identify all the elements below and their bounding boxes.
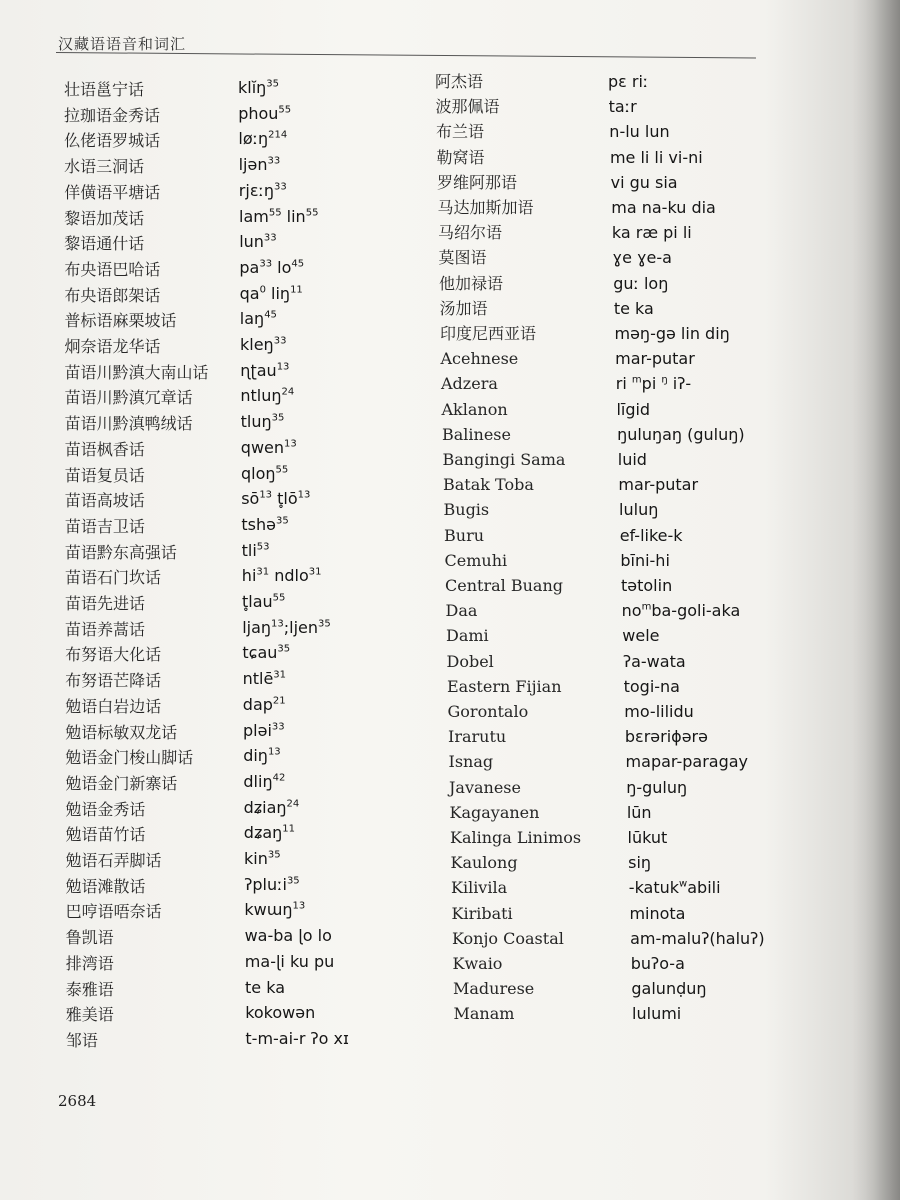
word-form xyxy=(242,618,331,638)
header-rule xyxy=(56,52,756,58)
word-form xyxy=(625,727,708,747)
language-name: Kwaio xyxy=(452,954,503,973)
form-text: vi gu sia xyxy=(610,172,678,192)
tone-superscript: 35 xyxy=(275,515,289,527)
word-form xyxy=(242,541,270,561)
form-text: ma-ɭi ku pu xyxy=(244,951,335,971)
language-name: 勒窝语 xyxy=(436,147,485,167)
tone-superscript: 33 xyxy=(273,335,287,347)
language-name: 苗语高坡话 xyxy=(64,491,145,511)
word-form xyxy=(238,129,287,149)
language-name: Madurese xyxy=(453,979,535,999)
form-text: dʑiaŋ xyxy=(243,797,287,817)
language-name: Gorontalo xyxy=(447,702,529,721)
form-text: luluŋ xyxy=(619,500,659,520)
tone-superscript: 33 xyxy=(267,155,281,167)
form-text: me li li vi-ni xyxy=(609,147,703,167)
language-name: Acehnese xyxy=(440,349,519,369)
word-form xyxy=(239,258,304,278)
form-text: ljaŋ xyxy=(242,617,272,637)
word-form xyxy=(245,978,285,998)
form-text: ɳʈau xyxy=(240,360,277,380)
form-text: togi-na xyxy=(623,676,680,696)
language-name: 汤加语 xyxy=(439,298,488,318)
word-form xyxy=(241,464,288,484)
tone-superscript: 55 xyxy=(268,207,282,219)
language-name: 苗语石门坎话 xyxy=(64,568,161,588)
form-text: kin xyxy=(244,849,268,868)
tone-superscript: 55 xyxy=(305,207,319,219)
word-form xyxy=(239,155,281,175)
language-name: 马达加斯加语 xyxy=(437,198,534,217)
tone-superscript: 31 xyxy=(308,566,322,578)
language-name: Batak Toba xyxy=(443,475,534,495)
word-form xyxy=(622,601,741,621)
word-form xyxy=(632,1004,681,1024)
word-form xyxy=(623,652,686,672)
word-form xyxy=(617,425,745,445)
form-text: ef-like-k xyxy=(619,525,683,545)
word-form xyxy=(244,849,281,869)
form-text: kleŋ xyxy=(240,335,274,354)
word-form xyxy=(244,823,295,843)
running-header: 汉藏语语音和词汇 xyxy=(58,35,187,53)
language-name: Isnag xyxy=(448,752,494,772)
word-form xyxy=(612,223,692,243)
form-text: -katuk xyxy=(628,878,680,898)
form-text: abili xyxy=(687,878,721,898)
form-text: pa xyxy=(239,257,260,277)
word-form xyxy=(626,778,687,798)
form-text: kwɯŋ xyxy=(244,900,293,920)
word-form xyxy=(245,952,334,972)
word-form xyxy=(624,702,694,722)
tone-superscript: 35 xyxy=(286,875,300,887)
language-name: 黎语通什话 xyxy=(64,234,145,254)
tone-superscript: 13 xyxy=(271,618,284,630)
form-text: t̥lau xyxy=(242,592,273,611)
form-text: ndlo xyxy=(269,566,309,586)
language-name: Kaulong xyxy=(450,853,518,873)
language-name: Aklanon xyxy=(441,399,508,419)
tone-superscript: 45 xyxy=(264,309,277,321)
language-name: 水语三洞话 xyxy=(64,157,145,177)
language-name: 布努语大化话 xyxy=(65,645,162,665)
word-form xyxy=(615,349,695,369)
language-name: Dobel xyxy=(446,651,494,671)
tone-superscript: 11 xyxy=(290,284,303,296)
form-text: lo xyxy=(272,257,292,277)
language-name: 苗语枫香话 xyxy=(64,439,145,459)
word-form xyxy=(627,803,652,823)
word-form xyxy=(613,248,672,268)
form-text: ŋ-guluŋ xyxy=(626,777,688,797)
form-text: lūkut xyxy=(627,828,668,847)
word-form xyxy=(628,828,668,848)
language-name: 普标语麻栗坡话 xyxy=(64,311,177,331)
word-form xyxy=(629,878,721,898)
word-form xyxy=(241,438,297,458)
form-text: mar-putar xyxy=(618,475,699,495)
language-name: 印度尼西亚语 xyxy=(440,324,537,343)
word-form xyxy=(239,207,318,227)
language-name: 布兰语 xyxy=(436,122,485,142)
form-text: diŋ xyxy=(243,746,268,766)
language-name: 雅美语 xyxy=(65,1005,114,1025)
form-text: phou xyxy=(238,103,279,123)
tone-superscript: 45 xyxy=(291,258,305,270)
form-text: lūn xyxy=(626,802,652,822)
word-form xyxy=(243,746,280,766)
form-text: mapar-paragay xyxy=(625,752,748,772)
language-name: Bangingi Sama xyxy=(442,450,566,469)
form-text: qloŋ xyxy=(241,463,276,483)
form-text: bīni-hi xyxy=(620,550,670,570)
word-form xyxy=(615,324,730,344)
language-name: Eastern Fijian xyxy=(447,676,562,696)
language-name: 马绍尔语 xyxy=(438,223,503,243)
language-name: Kagayanen xyxy=(449,802,540,822)
word-form xyxy=(243,669,286,689)
tone-superscript: 53 xyxy=(256,541,270,553)
form-text: ntluŋ xyxy=(240,386,282,406)
form-text: sō xyxy=(241,489,260,509)
language-name: 布央语巴哈话 xyxy=(64,259,161,279)
word-form xyxy=(616,400,650,420)
word-form xyxy=(245,1003,315,1023)
form-text: n-lu lun xyxy=(609,122,670,142)
form-text: lulumi xyxy=(632,1004,682,1024)
language-name: Manam xyxy=(453,1004,515,1024)
language-name: 莫图语 xyxy=(438,248,487,268)
word-form xyxy=(618,450,647,470)
word-form xyxy=(611,173,678,193)
form-text: ŋuluŋaŋ (guluŋ) xyxy=(617,424,745,444)
language-name: 苗语川黔滇冗章话 xyxy=(64,388,193,408)
form-text: dʑaŋ xyxy=(243,823,283,843)
tone-superscript: 214 xyxy=(268,130,288,142)
form-text: tli xyxy=(241,540,257,560)
language-name: 勉语金秀话 xyxy=(65,799,146,819)
form-text: ntlē xyxy=(242,669,274,689)
word-form xyxy=(608,72,648,92)
language-name: Javanese xyxy=(449,777,521,797)
form-text: ʔpluːi xyxy=(244,874,287,894)
tone-superscript: 21 xyxy=(272,695,286,707)
word-form xyxy=(244,900,305,920)
word-form xyxy=(240,361,289,381)
word-form xyxy=(609,122,669,142)
form-text: te ka xyxy=(245,977,285,997)
language-name: 拉珈语金秀话 xyxy=(64,105,161,125)
form-text: laŋ xyxy=(239,309,265,329)
form-text: am-maluʔ(haluʔ) xyxy=(630,928,765,948)
tone-superscript: 35 xyxy=(267,849,281,861)
word-form xyxy=(241,412,285,432)
tone-superscript: 11 xyxy=(282,823,296,835)
language-name: Daa xyxy=(445,601,478,621)
word-form xyxy=(628,853,651,873)
form-text: lun xyxy=(239,232,264,252)
language-name: 苗语吉卫话 xyxy=(64,516,145,536)
tone-superscript: 13 xyxy=(292,901,306,913)
form-text: no xyxy=(621,601,642,621)
language-name: 邹语 xyxy=(65,1030,98,1050)
tone-superscript: 42 xyxy=(272,772,286,784)
form-text: ma na-ku dia xyxy=(611,198,716,217)
tone-superscript: 24 xyxy=(286,798,300,810)
form-text: pləi xyxy=(243,720,272,740)
word-form xyxy=(240,335,286,355)
tone-superscript: m xyxy=(641,601,652,613)
form-text: dap xyxy=(242,694,273,714)
language-name: 勉语白岩边话 xyxy=(65,696,162,716)
word-form xyxy=(244,798,300,818)
form-text: līgid xyxy=(616,399,651,419)
word-form xyxy=(611,198,716,218)
form-text: qa xyxy=(239,283,260,303)
word-form xyxy=(610,148,703,168)
language-name: 苗语养蒿话 xyxy=(65,619,146,639)
form-text: dliŋ xyxy=(243,771,273,791)
page-number: 2684 xyxy=(58,1092,97,1110)
word-form xyxy=(239,181,287,201)
word-form xyxy=(631,954,685,974)
form-text: rjɛːŋ xyxy=(238,180,274,200)
form-text: buʔo-a xyxy=(630,954,685,973)
word-form xyxy=(245,1029,349,1049)
language-name: 黎语加茂话 xyxy=(64,208,145,228)
form-text: wa-ba ɭo lo xyxy=(244,926,332,946)
word-form xyxy=(242,643,290,663)
word-form xyxy=(244,875,299,895)
tone-superscript: 35 xyxy=(318,618,331,630)
form-text: liŋ xyxy=(265,283,291,303)
word-form xyxy=(622,626,659,646)
page-curl-shadow xyxy=(852,0,900,1200)
form-text: wele xyxy=(622,626,660,646)
form-text: guː loŋ xyxy=(613,273,669,293)
tone-superscript: 35 xyxy=(271,412,285,424)
word-form xyxy=(238,78,279,98)
form-text: taːr xyxy=(608,97,637,117)
tone-superscript: 13 xyxy=(276,361,290,373)
language-name: Balinese xyxy=(442,424,511,444)
word-form xyxy=(240,386,294,406)
language-name: Buru xyxy=(444,525,485,545)
language-name: Kalinga Linimos xyxy=(450,828,582,847)
form-text: lam xyxy=(239,206,269,226)
tone-superscript: 33 xyxy=(263,232,277,244)
tone-superscript: 35 xyxy=(266,78,280,90)
form-text: ɣe ɣe-a xyxy=(612,248,672,268)
language-name: 仫佬语罗城话 xyxy=(64,131,161,151)
tone-superscript: 33 xyxy=(271,721,285,733)
language-name: Cemuhi xyxy=(444,550,508,570)
language-name: 排湾语 xyxy=(65,953,114,973)
form-text: klĭŋ xyxy=(238,78,267,97)
word-form xyxy=(630,929,764,949)
word-form xyxy=(619,500,658,520)
form-text: mar-putar xyxy=(615,349,695,369)
word-form xyxy=(613,274,668,294)
form-text: hi xyxy=(241,566,257,586)
word-form xyxy=(626,752,748,772)
language-name: Central Buang xyxy=(445,576,563,595)
tone-superscript: 55 xyxy=(272,592,286,604)
tone-superscript: 13 xyxy=(259,489,273,501)
form-text: t̥lō xyxy=(272,489,298,509)
form-text: løːŋ xyxy=(238,129,269,149)
language-name: Irarutu xyxy=(448,727,507,747)
form-text: siŋ xyxy=(628,853,652,873)
language-name: 鲁凯语 xyxy=(65,928,114,948)
form-text: ljən xyxy=(238,155,268,175)
tone-superscript: 35 xyxy=(277,644,291,656)
tone-superscript: 55 xyxy=(278,104,292,116)
tone-superscript: 24 xyxy=(281,387,295,399)
word-form xyxy=(620,526,683,546)
word-form xyxy=(245,926,332,946)
language-name: 勉语滩散话 xyxy=(65,876,146,896)
language-name: 勉语标敏双龙话 xyxy=(65,722,178,742)
form-text: t-m-ai-r ʔo xɪ xyxy=(245,1028,349,1048)
language-name: Dami xyxy=(446,626,489,646)
word-form xyxy=(620,551,670,571)
language-name: 苗语川黔滇鸭绒话 xyxy=(64,414,193,434)
form-text: ba-goli-aka xyxy=(651,601,741,621)
language-name: 壮语邕宁话 xyxy=(64,80,145,99)
form-text: tluŋ xyxy=(240,412,272,432)
form-text: tɕau xyxy=(242,643,278,663)
form-text: ri xyxy=(615,374,632,394)
word-form xyxy=(621,576,672,596)
language-name: 炯奈语龙华话 xyxy=(64,337,161,356)
form-text: galunḍuŋ xyxy=(631,979,707,999)
language-name: 波那佩语 xyxy=(435,97,500,117)
form-text: kokowən xyxy=(245,1003,316,1023)
tone-superscript: 13 xyxy=(284,438,297,450)
form-text: pi xyxy=(641,374,662,394)
language-name: 巴哼语唔奈话 xyxy=(65,902,162,922)
word-form xyxy=(242,592,285,612)
tone-superscript: ŋ xyxy=(661,375,668,387)
form-text: ʔa-wata xyxy=(622,651,686,671)
word-form xyxy=(614,299,654,319)
language-name: 勉语金门新寨话 xyxy=(65,773,178,793)
form-text: te ka xyxy=(613,298,654,318)
form-text: bɛrəriɸərə xyxy=(624,727,708,747)
form-text: tshə xyxy=(241,514,276,534)
language-name: 苗语川黔滇大南山话 xyxy=(64,362,209,382)
word-form xyxy=(238,104,291,124)
form-text: mo-lilidu xyxy=(624,702,694,721)
word-form xyxy=(242,566,322,586)
form-text: lin xyxy=(281,206,306,226)
tone-superscript: 31 xyxy=(273,669,287,681)
word-form xyxy=(241,515,288,535)
form-text: qwen xyxy=(240,437,285,457)
word-form xyxy=(629,904,685,924)
tone-superscript: 13 xyxy=(297,489,311,501)
tone-superscript: 13 xyxy=(267,746,281,758)
language-name: 苗语复员话 xyxy=(64,465,145,485)
language-name: 布央语郎架话 xyxy=(64,285,161,305)
form-text: iʔ- xyxy=(667,374,692,394)
tone-superscript: 33 xyxy=(259,258,273,270)
form-text: ka ræ pi li xyxy=(611,223,692,243)
language-name: Kilivila xyxy=(451,878,508,898)
form-text: məŋ-gə lin diŋ xyxy=(614,324,730,343)
language-name: 布努语芒降话 xyxy=(65,671,162,691)
language-name: Konjo Coastal xyxy=(452,928,564,948)
form-text: tətolin xyxy=(621,576,673,595)
word-form xyxy=(240,284,303,304)
language-name: 勉语金门梭山脚话 xyxy=(65,748,194,768)
language-name: Adzera xyxy=(441,374,498,394)
word-form xyxy=(239,232,276,252)
word-form xyxy=(624,677,680,697)
form-text: pɛ riː xyxy=(608,72,649,91)
language-name: Kiribati xyxy=(451,903,513,923)
tone-superscript: w xyxy=(679,879,688,891)
tone-superscript: 0 xyxy=(259,284,266,296)
word-form xyxy=(243,695,286,715)
language-name: 苗语黔东高强话 xyxy=(64,542,177,562)
language-name: 苗语先进话 xyxy=(65,594,146,613)
language-name: 佯僙语平塘话 xyxy=(64,182,161,202)
language-name: 泰雅语 xyxy=(65,979,114,999)
word-form xyxy=(618,475,698,495)
language-name: 阿杰语 xyxy=(435,72,484,91)
tone-superscript: m xyxy=(631,375,642,387)
word-form xyxy=(243,721,285,741)
word-form xyxy=(240,309,277,329)
tone-superscript: 55 xyxy=(275,464,289,476)
form-text: luid xyxy=(617,450,647,469)
word-form xyxy=(241,489,310,509)
form-text: minota xyxy=(629,903,686,923)
language-name: 罗维阿那语 xyxy=(437,172,518,192)
language-name: 勉语苗竹话 xyxy=(65,825,146,845)
language-name: 勉语石弄脚话 xyxy=(65,851,162,870)
tone-superscript: 33 xyxy=(274,181,287,193)
word-form xyxy=(616,374,691,394)
tone-superscript: 31 xyxy=(256,566,270,578)
language-name: 他加禄语 xyxy=(439,273,504,293)
word-form xyxy=(609,97,637,117)
language-name: Bugis xyxy=(443,500,490,520)
form-text: ;ljen xyxy=(283,617,319,637)
word-form xyxy=(243,772,285,792)
word-form xyxy=(631,979,706,999)
